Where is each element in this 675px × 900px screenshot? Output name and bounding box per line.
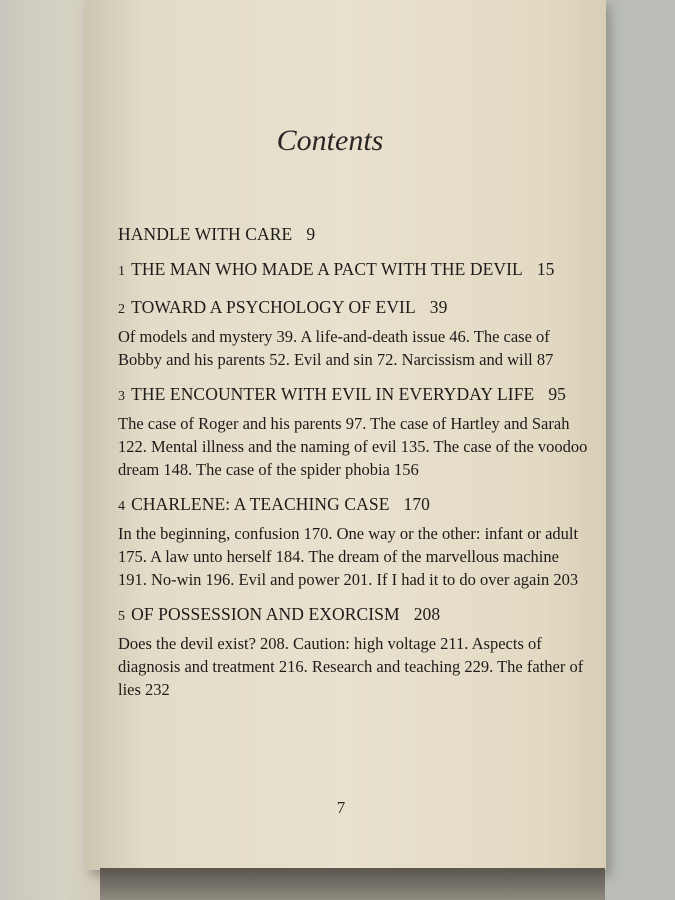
toc-entry-chapter-1 [118,257,588,284]
entry-page: 39 [429,297,448,317]
chapter-number: 2 [118,302,126,317]
page-edge-shadow [100,868,605,900]
entry-title: THE ENCOUNTER WITH EVIL IN EVERYDAY LIFE [131,384,535,404]
entry-title: CHARLENE: A TEACHING CASE [131,494,390,514]
entry-title: TOWARD A PSYCHOLOGY OF EVIL [131,297,416,317]
page-title: Contents [276,124,384,157]
entry-page: 208 [413,604,441,624]
chapter-number: 5 [118,609,126,624]
entry-title: OF POSSESSION AND EXORCISM [131,604,400,624]
toc-entry-chapter-4 [118,492,588,591]
toc-entry-chapter-3 [118,382,588,481]
chapter-number: 1 [118,264,126,279]
entry-title: HANDLE WITH CARE [118,224,293,244]
chapter-number: 3 [118,389,126,404]
page-number: 7 [336,798,346,817]
entry-title: THE MAN WHO MADE A PACT WITH THE DEVIL [131,259,523,279]
toc-entry-chapter-5 [118,602,588,701]
entry-page: 170 [403,494,431,514]
entry-page: 9 [306,224,316,244]
table-of-contents [118,222,588,712]
entry-description: Of models and mystery 39. A life-and-death issue 46. The case of Bobby and his parents 52. Evil and sin 72. Narcissism and will 87 [118,327,554,369]
entry-page: 95 [548,384,567,404]
toc-entry-chapter-2 [118,295,588,371]
chapter-number: 4 [118,499,126,514]
entry-page: 15 [536,259,555,279]
toc-entry-handle-with-care [118,222,588,246]
entry-description: Does the devil exist? 208. Caution: high voltage 211. Aspects of diagnosis and treatment 216. Research and teaching 229. The father of lies 232 [118,634,584,699]
entry-description: In the beginning, confusion 170. One way or the other: infant or adult 175. A law unto herself 184. The dream of the marvellous machine 191. No-win 196. Evil and power 201. If I had it to do over again 203 [118,524,579,589]
entry-description: The case of Roger and his parents 97. The case of Hartley and Sarah 122. Mental illness and the naming of evil 135. The case of the voodoo dream 148. The case of the spider phobia 156 [118,414,588,479]
